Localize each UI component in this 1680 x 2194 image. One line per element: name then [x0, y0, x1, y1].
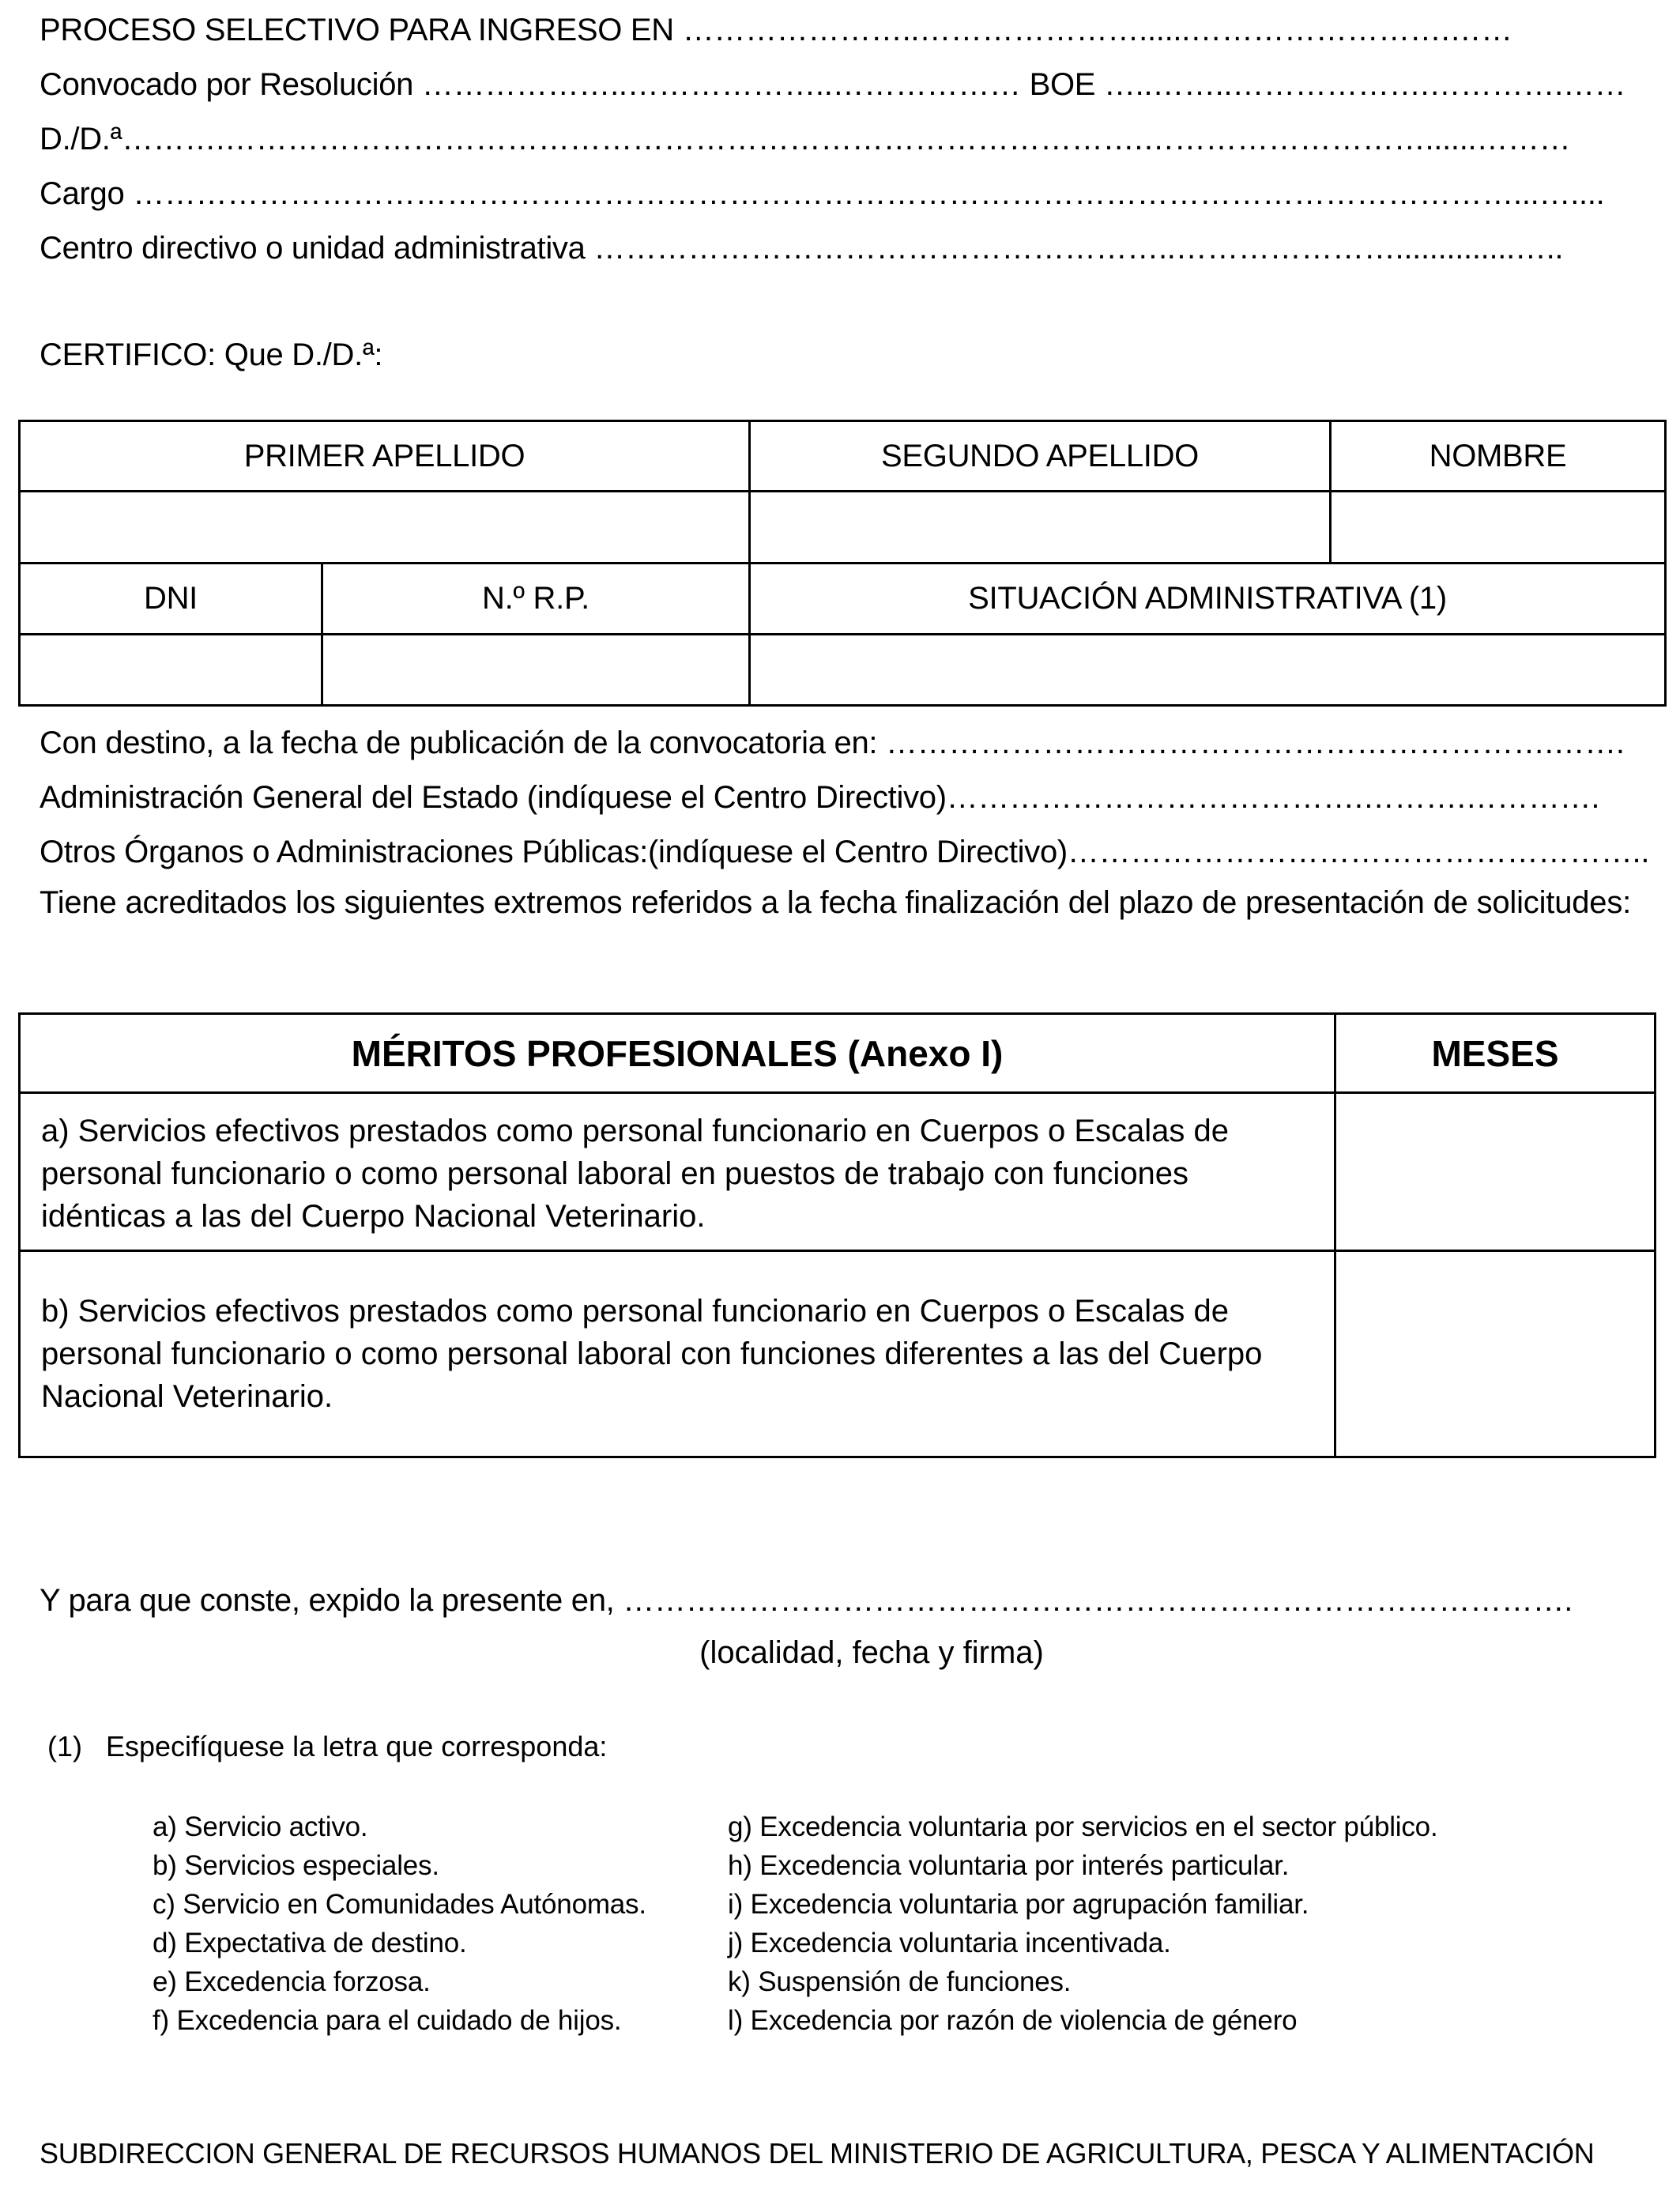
- situaciones-right-list: [728, 1808, 1437, 2040]
- field-dni[interactable]: [20, 635, 322, 706]
- footer-subdireccion: SUBDIRECCION GENERAL DE RECURSOS HUMANOS DEL MINISTERIO DE AGRICULTURA, PESCA Y ALIMENTACIÓN: [40, 2137, 1595, 2169]
- list-item: j) Excedencia voluntaria incentivada.: [728, 1928, 1171, 1958]
- header-nrp: N.º R.P.: [322, 564, 750, 635]
- firma-note: (localidad, fecha y firma): [699, 1635, 1044, 1670]
- header-primer-apellido: PRIMER APELLIDO: [20, 421, 750, 492]
- list-item: b) Servicios especiales.: [153, 1850, 439, 1881]
- header-dni: DNI: [20, 564, 322, 635]
- header-nombre: NOMBRE: [1331, 421, 1666, 492]
- otros-organos-line: Otros Órganos o Administraciones Públicas:(indíquese el Centro Directivo)………………………………………………..: [40, 835, 1650, 869]
- field-meses-b[interactable]: [1335, 1251, 1656, 1457]
- meritos-table: [18, 1012, 1656, 1458]
- situaciones-left-list: [153, 1808, 646, 2040]
- header-cargo: Cargo ……………………………………………………………………………………………………………………...…....: [40, 176, 1605, 211]
- field-meses-a[interactable]: [1335, 1093, 1656, 1251]
- conste-line: Y para que conste, expido la presente en, ……………………………………………………………………………….: [40, 1583, 1573, 1618]
- nota-marker: (1): [47, 1730, 82, 1762]
- personal-data-table: [18, 420, 1667, 707]
- destino-line: Con destino, a la fecha de publicación de la convocatoria en: ……………………………………………………….…….: [40, 726, 1625, 760]
- list-item: g) Excedencia voluntaria por servicios en el sector público.: [728, 1811, 1438, 1842]
- tiene-acreditados-text: Tiene acreditados los siguientes extremos referidos a la fecha finalización del plazo de presentación de solicitudes:: [40, 885, 1632, 920]
- list-item: l) Excedencia por razón de violencia de género: [728, 2005, 1298, 2036]
- header-proceso: PROCESO SELECTIVO PARA INGRESO EN …………………..…………………......…………………….……: [40, 13, 1512, 47]
- field-primer-apellido[interactable]: [20, 492, 750, 564]
- field-nombre[interactable]: [1331, 492, 1666, 564]
- header-convocado: Convocado por Resolución ………………..………………..……………… BOE …..……..……………….………….……: [40, 67, 1626, 102]
- header-meritos: MÉRITOS PROFESIONALES (Anexo I): [20, 1014, 1335, 1093]
- list-item: h) Excedencia voluntaria por interés particular.: [728, 1850, 1290, 1881]
- certifico-label: CERTIFICO: Que D./D.ª:: [40, 337, 383, 372]
- field-nrp[interactable]: [322, 635, 750, 706]
- header-segundo-apellido: SEGUNDO APELLIDO: [750, 421, 1331, 492]
- header-situacion: SITUACIÓN ADMINISTRATIVA (1): [750, 564, 1666, 635]
- field-segundo-apellido[interactable]: [750, 492, 1331, 564]
- merito-row-a: a) Servicios efectivos prestados como personal funcionario en Cuerpos o Escalas de personal funcionario o como personal laboral en puestos de trabajo con funciones idénticas a las del Cuerpo Nacional Veterinario.: [20, 1093, 1335, 1251]
- header-dd: D./D.ª……….…………………………………………………………………………….………………………......………: [40, 122, 1571, 156]
- list-item: e) Excedencia forzosa.: [153, 1966, 431, 1997]
- list-item: c) Servicio en Comunidades Autónomas.: [153, 1889, 646, 1920]
- nota-text: Especifíquese la letra que corresponda:: [106, 1730, 608, 1762]
- list-item: d) Expectativa de destino.: [153, 1928, 467, 1958]
- header-centro: Centro directivo o unidad administrativa ………………………………………………..…………………..............…..: [40, 231, 1564, 266]
- list-item: f) Excedencia para el cuidado de hijos.: [153, 2005, 622, 2036]
- list-item: i) Excedencia voluntaria por agrupación familiar.: [728, 1889, 1309, 1920]
- list-item: k) Suspensión de funciones.: [728, 1966, 1072, 1997]
- age-line: Administración General del Estado (indíquese el Centro Directivo)………………………………….……….………….: [40, 780, 1600, 815]
- field-situacion[interactable]: [750, 635, 1666, 706]
- list-item: a) Servicio activo.: [153, 1811, 368, 1842]
- header-meses: MESES: [1335, 1014, 1656, 1093]
- merito-row-b: b) Servicios efectivos prestados como personal funcionario en Cuerpos o Escalas de personal funcionario o como personal laboral con funciones diferentes a las del Cuerpo Nacional Veterinario.: [20, 1251, 1335, 1457]
